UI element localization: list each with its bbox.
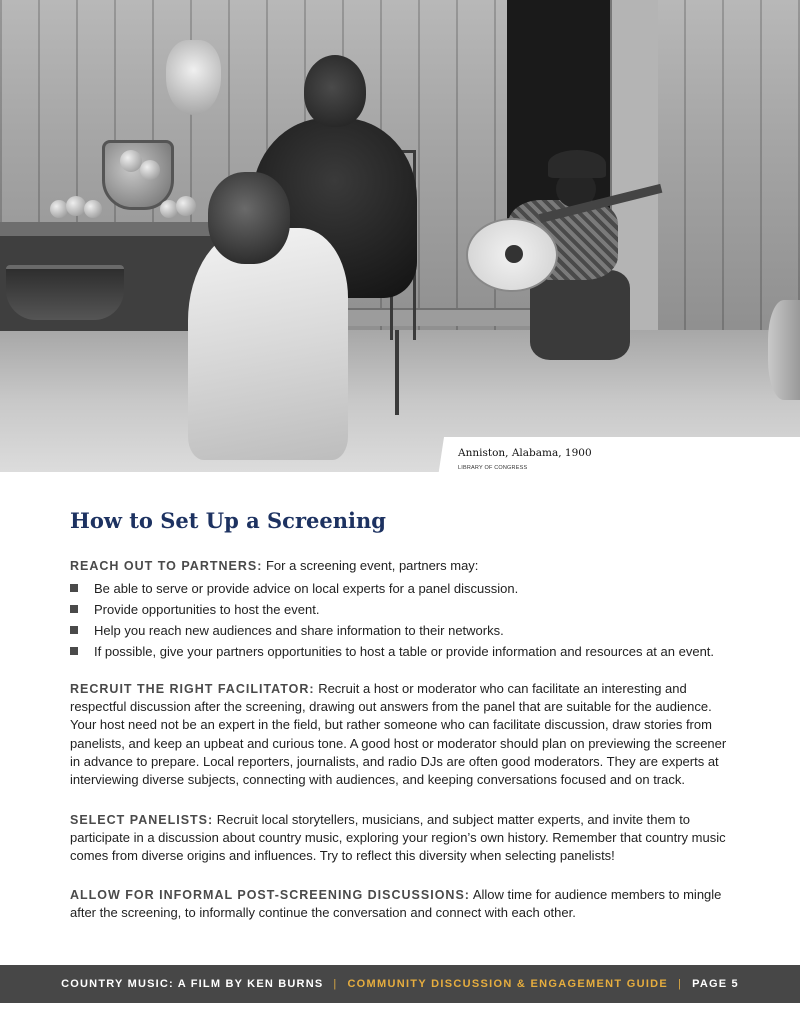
informal-section [70,886,734,922]
panelists-text: Recruit local storytellers, musicians, and subject matter experts, and invite them to participate in a discussion about country music, exploring your region’s own history. Remember that country music comes from diverse origins and influences. Try to reflect this diversity when selecting panelists! [70,812,726,864]
historical-photo [0,0,800,472]
vegetable-basket [102,140,174,210]
page-footer [0,965,800,1003]
footer-separator: | [333,978,338,990]
facilitator-section [70,680,734,789]
wash-tub [6,265,124,320]
facilitator-label: RECRUIT THE RIGHT FACILITATOR: [70,682,315,696]
chicken [208,172,290,264]
partners-list [70,578,734,662]
post [768,300,800,400]
woman-head [304,55,366,127]
facilitator-paragraph [70,680,734,789]
footer-separator: | [678,978,683,990]
boy-legs [530,270,630,360]
chair-leg [395,330,399,415]
partners-intro: For a screening event, partners may: [262,558,479,573]
partners-label: REACH OUT TO PARTNERS: [70,559,263,573]
vegetable [66,196,86,216]
footer-guide-title: COMMUNITY DISCUSSION & ENGAGEMENT GUIDE [347,978,669,990]
list-item: If possible, give your partners opportunities to host a table or provide information and resources at an event. [70,641,734,662]
partners-paragraph [70,557,734,575]
panelists-paragraph [70,811,734,866]
panelists-section [70,811,734,866]
white-apron [188,228,348,460]
vegetable [140,160,160,180]
facilitator-text: Recruit a host or moderator who can facilitate an interesting and respectful discussion after the screening, drawing out answers from the panel that are suitable for the audience. Your host need not be an expert in the field, but rather someone who can facilitate discussion, draw stories from panelists, and keep an upbeat and curious tone. A good host or moderator should plan on previewing the screener in advance to prepare. Local reporters, journalists, and radio DJs are often good moderators. They are experts at interviewing diverse subjects, connecting with audiences, and keeping conversations focused and on track. [70,681,727,788]
informal-label: ALLOW FOR INFORMAL POST-SCREENING DISCUSSIONS: [70,888,470,902]
bench [0,222,240,236]
page-number: PAGE 5 [692,978,739,990]
photo-credit: LIBRARY OF CONGRESS [458,465,528,471]
informal-paragraph [70,886,734,922]
partners-section [70,557,734,662]
boy-hat [548,150,606,178]
footer-film-title: COUNTRY MUSIC: A FILM BY KEN BURNS [61,978,324,990]
list-item: Provide opportunities to host the event. [70,599,734,620]
panelists-label: SELECT PANELISTS: [70,813,214,827]
hanging-bird [166,40,221,115]
list-item: Help you reach new audiences and share information to their networks. [70,620,734,641]
guitar-soundhole [505,245,523,263]
photo-caption: Anniston, Alabama, 1900 [458,447,592,459]
vegetable [176,196,196,216]
list-item: Be able to serve or provide advice on local experts for a panel discussion. [70,578,734,599]
informal-text: Allow time for audience members to mingle after the screening, to informally continue the conversation and connect with each other. [70,887,722,921]
vegetable [120,150,142,172]
vegetable [84,200,102,218]
page-title: How to Set Up a Screening [70,508,386,533]
